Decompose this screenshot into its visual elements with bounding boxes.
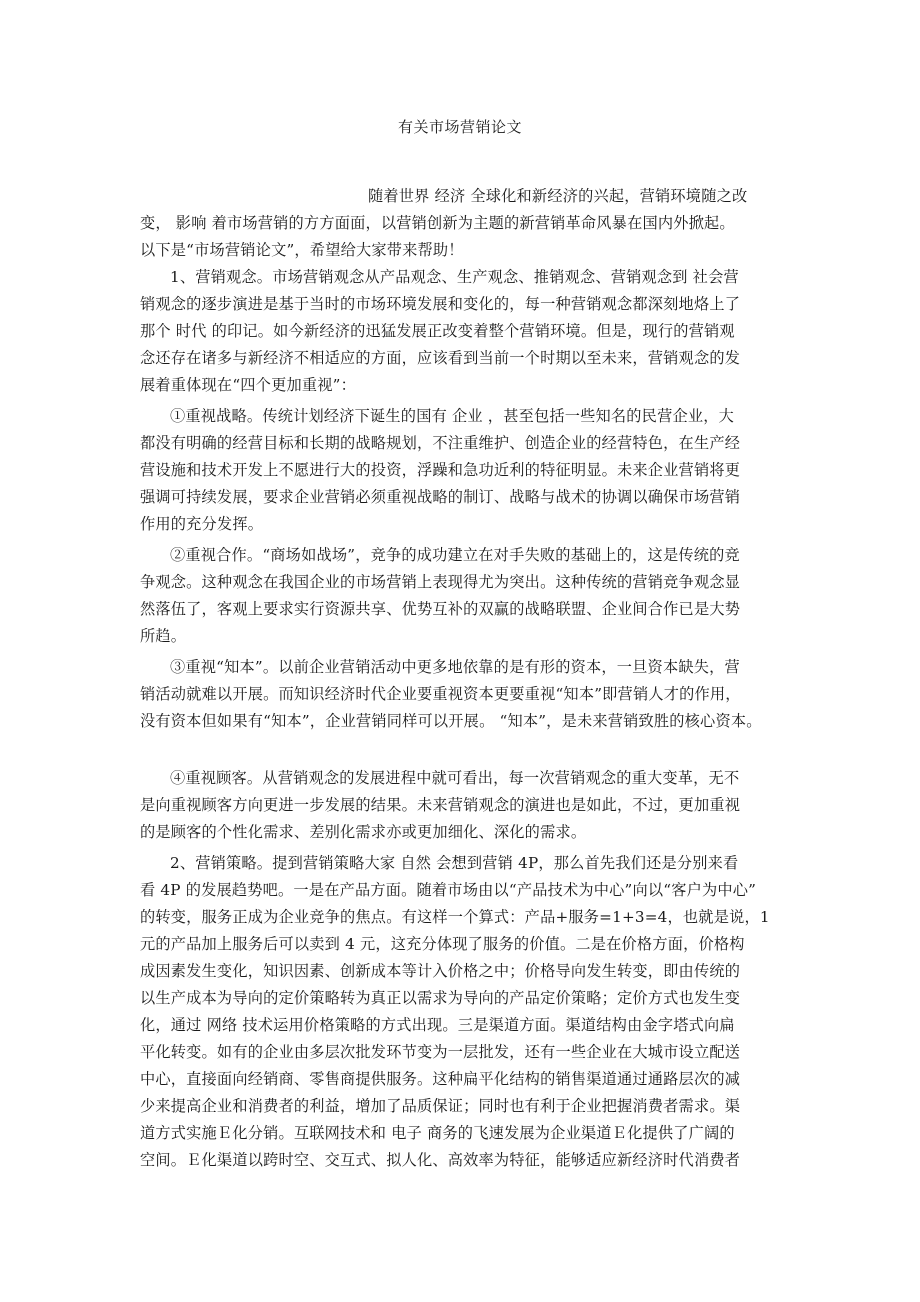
document-title: 有关市场营销论文 — [397, 118, 522, 136]
paragraph-line: 成因素发生变化，知识因素、创新成本等计入价格之中；价格导向发生转变，即由传统的 — [140, 962, 741, 980]
paragraph-line: 没有资本但如果有“知本”，企业营销同样可以开展。 “知本”，是未来营销致胜的核心资本。 — [140, 712, 762, 730]
paragraph-line: 1、营销观念。市场营销观念从产品观念、生产观念、推销观念、营销观念到 社会营 — [170, 268, 739, 286]
paragraph-line: 道方式实施Ｅ化分销。互联网技术和 电子 商务的飞速发展为企业渠道Ｅ化提供了广阔的 — [140, 1124, 735, 1142]
paragraph-line: 强调可持续发展，要求企业营销必须重视战略的制订、战略与战术的协调以确保市场营销 — [140, 488, 741, 506]
paragraph-line: ④重视顾客。从营销观念的发展进程中就可看出，每一次营销观念的重大变革，无不 — [170, 769, 740, 787]
paragraph-line: 的是顾客的个性化需求、差别化需求亦或更加细化、深化的需求。 — [140, 823, 587, 841]
paragraph-line: 销活动就难以开展。而知识经济时代企业要重视资本更要重视“知本”即营销人才的作用， — [140, 685, 741, 703]
paragraph-line: 以生产成本为导向的定价策略转为真正以需求为导向的产品定价策略；定价方式也发生变 — [140, 989, 741, 1007]
paragraph-line: 看 4P 的发展趋势吧。一是在产品方面。随着市场由以“产品技术为中心”向以“客户为中心” — [140, 881, 757, 899]
paragraph-line: 少来提高企业和消费者的利益，增加了品质保证；同时也有利于企业把握消费者需求。渠 — [140, 1097, 741, 1115]
paragraph-line: ①重视战略。传统计划经济下诞生的国有 企业 ，甚至包括一些知名的民营企业，大 — [170, 407, 735, 425]
paragraph-line: 变， 影响 着市场营销的方方面面，以营销创新为主题的新营销革命风暴在国内外掀起。 — [140, 214, 735, 232]
paragraph-line: 作用的充分发挥。 — [140, 515, 264, 533]
paragraph-line: 然落伍了，客观上要求实行资源共享、优势互补的双赢的战略联盟、企业间合作已是大势 — [140, 600, 741, 618]
paragraph-line: 化，通过 网络 技术运用价格策略的方式出现。三是渠道方面。渠道结构由金字塔式向扁 — [140, 1016, 735, 1034]
paragraph-line: 随着世界 经济 全球化和新经济的兴起，营销环境随之改 — [368, 187, 748, 205]
paragraph-line: 念还存在诸多与新经济不相适应的方面，应该看到当前一个时期以至未来，营销观念的发 — [140, 349, 741, 367]
paragraph-line: 争观念。这种观念在我国企业的市场营销上表现得尤为突出。这种传统的营销竞争观念显 — [140, 573, 741, 591]
paragraph-line: 以下是“市场营销论文”，希望给大家带来帮助！ — [140, 241, 464, 259]
paragraph-line: 平化转变。如有的企业由多层次批发环节变为一层批发，还有一些企业在大城市设立配送 — [140, 1043, 741, 1061]
paragraph-line: 2、营销策略。提到营销策略大家 自然 会想到营销 4P，那么首先我们还是分别来看 — [170, 854, 739, 872]
paragraph-line: 元的产品加上服务后可以卖到 4 元，这充分体现了服务的价值。二是在价格方面，价格构 — [140, 935, 745, 953]
paragraph-line: 空间。Ｅ化渠道以跨时空、交互式、拟人化、高效率为特征，能够适应新经济时代消费者 — [140, 1151, 741, 1169]
paragraph-line: 所趋。 — [140, 627, 187, 645]
paragraph-line: 营设施和技术开发上不愿进行大的投资，浮躁和急功近利的特征明显。未来企业营销将更 — [140, 461, 741, 479]
paragraph-line: 中心，直接面向经销商、零售商提供服务。这种扁平化结构的销售渠道通过通路层次的减 — [140, 1070, 741, 1088]
paragraph-line: 展着重体现在“四个更加重视”： — [140, 376, 356, 394]
paragraph-line: 是向重视顾客方向更进一步发展的结果。未来营销观念的演进也是如此，不过，更加重视 — [140, 796, 741, 814]
paragraph-line: 那个 时代 的印记。如今新经济的迅猛发展正改变着整个营销环境。但是，现行的营销观 — [140, 322, 735, 340]
paragraph-line: ②重视合作。“商场如战场”，竞争的成功建立在对手失败的基础上的，这是传统的竞 — [170, 546, 740, 564]
paragraph-line: 销观念的逐步演进是基于当时的市场环境发展和变化的，每一种营销观念都深刻地烙上了 — [140, 295, 741, 313]
paragraph-line: 的转变，服务正成为企业竞争的焦点。有这样一个算式：产品+服务=1+3=4，也就是说，1 — [140, 908, 770, 926]
paragraph-line: ③重视“知本”。以前企业营销活动中更多地依靠的是有形的资本，一旦资本缺失，营 — [170, 658, 740, 676]
paragraph-line: 都没有明确的经营目标和长期的战略规划，不注重维护、创造企业的经营特色，在生产经 — [140, 434, 741, 452]
